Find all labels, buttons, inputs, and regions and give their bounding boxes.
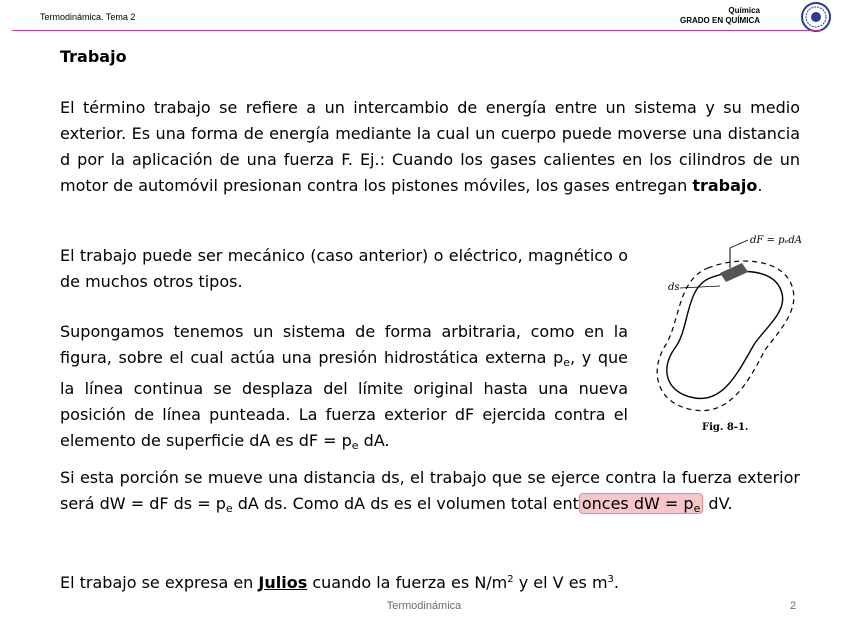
boundary-displacement-figure	[650, 228, 810, 438]
university-seal-icon	[800, 1, 832, 33]
header-program-line2: GRADO EN QUÍMICA	[680, 16, 760, 25]
slide-title: Trabajo	[60, 47, 127, 66]
header-program-line1: Química	[728, 6, 760, 15]
paragraph-definition: El término trabajo se refiere a un intercambio de energía entre un sistema y su medio exterior. Es una forma de energía mediante la cual un cuerpo puede moverse una distancia d por la aplicación de una fuerza F. Ej.: Cuando los gases calientes en los cilindros de un motor de automóvil presionan contra los pistones móviles, los gases entregan trabajo.	[60, 98, 800, 195]
figure-label-dF: dF = pₑdA	[750, 235, 802, 246]
original-boundary	[667, 271, 783, 398]
header-course-title: Termodinámica. Tema 2	[40, 12, 136, 22]
page-number: 2	[790, 600, 797, 612]
figure-label-ds: ds	[668, 282, 680, 293]
header-program	[680, 6, 760, 26]
paragraph-system: Supongamos tenemos un sistema de forma arbitraria, como en la figura, sobre el cual actúa una presión hidrostática externa $p_e$, y que la línea continua se desplaza del límite original hasta una nueva posición de línea punteada. La fuerza exterior dF ejercida contra el elemento de superficie dA es dF = $p_e$ dA.	[60, 322, 628, 452]
footer-title: Termodinámica	[386, 600, 462, 612]
figure-caption: Fig. 8-1.	[702, 422, 749, 433]
paragraph-work-derivation: Si esta porción se mueve una distancia ds, el trabajo que se ejerce contra la fuerza exterior será dW = dF ds = $p_e$ dA ds. Como dA ds es el volumen total ent onces dW = $p_e$ dV.	[60, 468, 800, 515]
highlighted-formula: onces dW = $p_e$	[579, 493, 703, 514]
header-divider	[12, 30, 822, 31]
paragraph-types: El trabajo puede ser mecánico (caso anterior) o eléctrico, magnético o de muchos otros tipos.	[60, 246, 628, 291]
surface-element	[720, 263, 748, 282]
paragraph-units: El trabajo se expresa en Julios cuando la fuerza es $N/m^2$ y el V es $m^3$.	[60, 573, 620, 592]
